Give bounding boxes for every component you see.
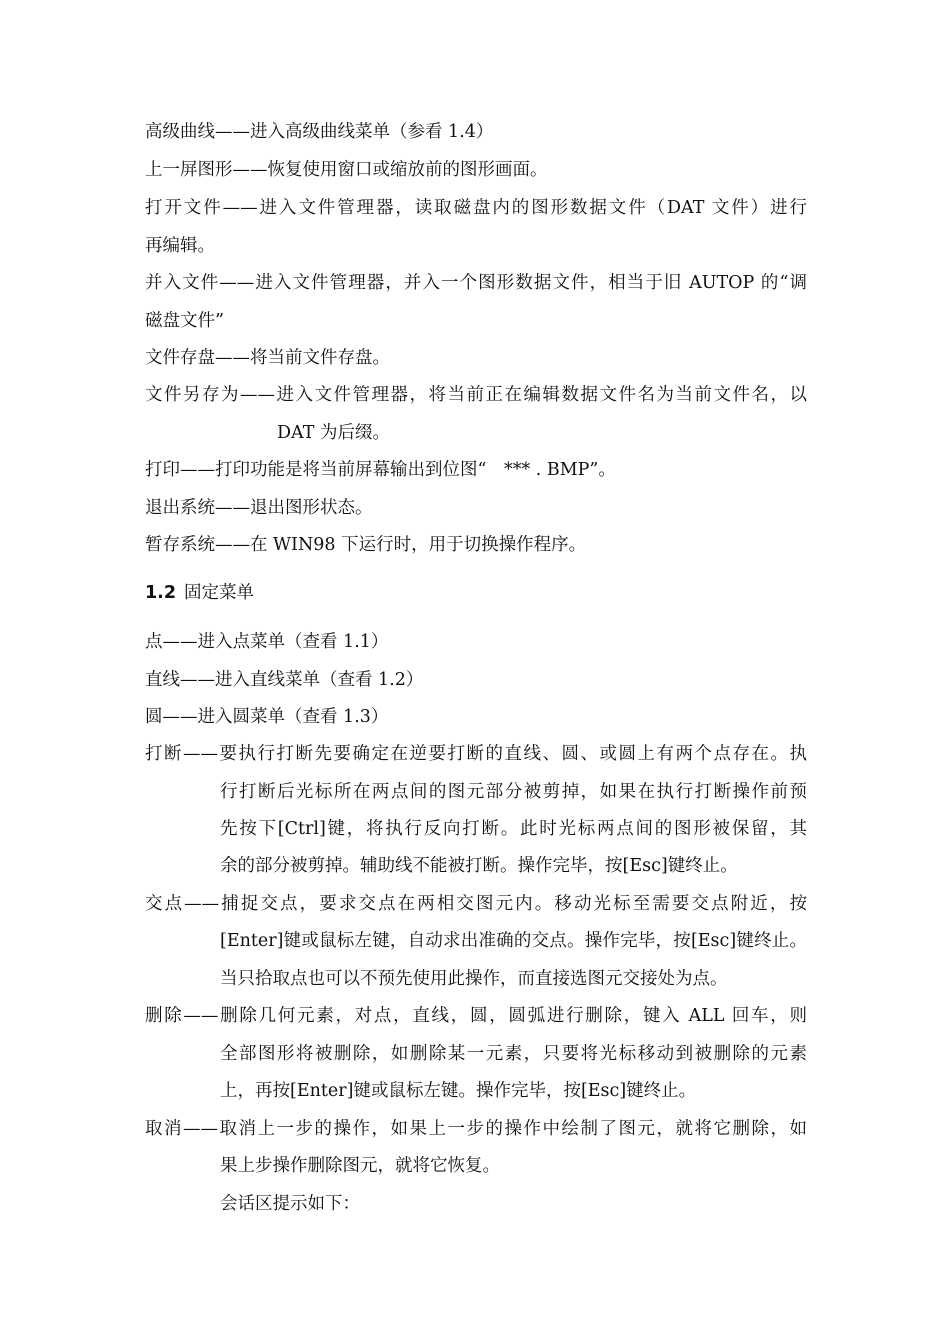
text-line: 上一屏图形——恢复使用窗口或缩放前的图形画面。 bbox=[145, 160, 548, 180]
text-line: 文件存盘——将当前文件存盘。 bbox=[145, 348, 390, 368]
section-heading bbox=[145, 581, 254, 605]
section-number: 1.2 bbox=[145, 583, 177, 603]
text-line: [Enter]键或鼠标左键，自动求出准确的交点。操作完毕，按[Esc]键终止。 bbox=[220, 931, 807, 951]
text-line: 圆——进入圆菜单（查看 1.3） bbox=[145, 707, 389, 727]
text-line: 余的部分被剪掉。辅助线不能被打断。操作完毕，按[Esc]键终止。 bbox=[220, 856, 738, 876]
text-line: 文件另存为——进入文件管理器，将当前正在编辑数据文件名为当前文件名，以 bbox=[145, 385, 807, 405]
text-line: 直线——进入直线菜单（查看 1.2） bbox=[145, 670, 424, 690]
text-line: 点——进入点菜单（查看 1.1） bbox=[145, 632, 389, 652]
text-line: 打印——打印功能是将当前屏幕输出到位图“ *** . BMP”。 bbox=[145, 460, 616, 480]
text-line: DAT 为后缀。 bbox=[277, 423, 390, 443]
text-line: 会话区提示如下： bbox=[220, 1194, 360, 1214]
text-line: 并入文件——进入文件管理器，并入一个图形数据文件，相当于旧 AUTOP 的“调 bbox=[145, 273, 807, 293]
text-line: 打断——要执行打断先要确定在逆要打断的直线、圆、或圆上有两个点存在。执 bbox=[145, 744, 807, 764]
text-line: 果上步操作删除图元，就将它恢复。 bbox=[220, 1156, 500, 1176]
text-line: 再编辑。 bbox=[145, 236, 215, 256]
text-line: 先按下[Ctrl]键，将执行反向打断。此时光标两点间的图形被保留，其 bbox=[220, 819, 807, 839]
text-line: 暂存系统——在 WIN98 下运行时，用于切换操作程序。 bbox=[145, 535, 587, 555]
text-line: 删除——删除几何元素，对点，直线，圆，圆弧进行删除，键入 ALL 回车，则 bbox=[145, 1006, 807, 1026]
text-line: 上，再按[Enter]键或鼠标左键。操作完毕，按[Esc]键终止。 bbox=[220, 1081, 697, 1101]
text-line: 取消——取消上一步的操作，如果上一步的操作中绘制了图元，就将它删除，如 bbox=[145, 1119, 807, 1139]
text-line: 当只拾取点也可以不预先使用此操作，而直接选图元交接处为点。 bbox=[220, 969, 728, 989]
text-line: 打开文件——进入文件管理器，读取磁盘内的图形数据文件（DAT 文件）进行 bbox=[145, 198, 807, 218]
text-line: 行打断后光标所在两点间的图元部分被剪掉，如果在执行打断操作前预 bbox=[220, 782, 807, 802]
section-title: 固定菜单 bbox=[184, 583, 255, 603]
text-line: 交点——捕捉交点，要求交点在两相交图元内。移动光标至需要交点附近，按 bbox=[145, 894, 807, 914]
text-line: 全部图形将被删除，如删除某一元素，只要将光标移动到被删除的元素 bbox=[220, 1044, 807, 1064]
text-line: 磁盘文件” bbox=[145, 311, 224, 331]
text-line: 退出系统——退出图形状态。 bbox=[145, 498, 373, 518]
text-line: 高级曲线——进入高级曲线菜单（参看 1.4） bbox=[145, 122, 494, 142]
